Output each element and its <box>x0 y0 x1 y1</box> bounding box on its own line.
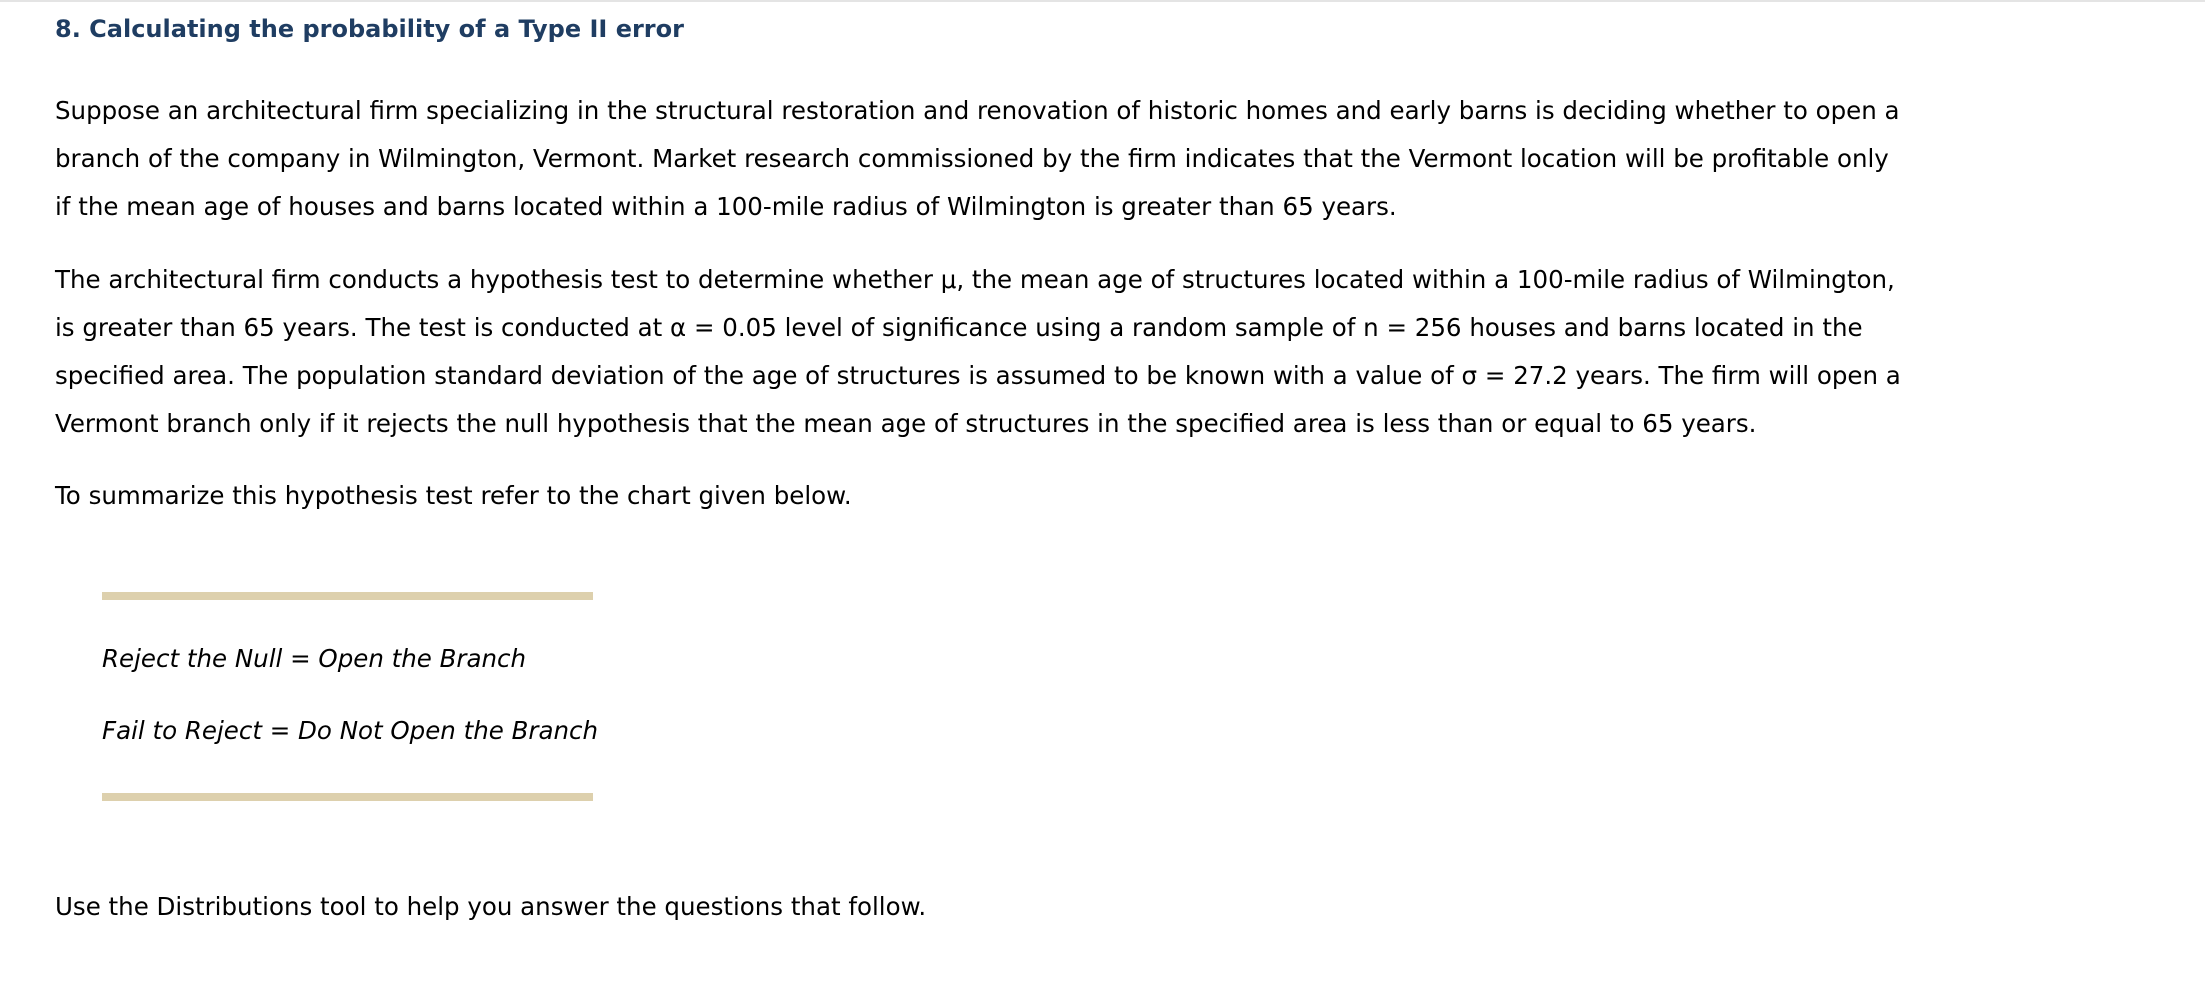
scenario-paragraph <box>55 87 1915 231</box>
top-divider <box>0 0 2205 2</box>
tool-instruction-paragraph <box>55 883 1915 931</box>
text-line: The architectural firm conducts a hypothesis test to determine whether μ, the mean age of structures located within a 100-mile radius of Wilmington, <box>55 265 1895 294</box>
text-line: branch of the company in Wilmington, Vermont. Market research commissioned by the firm indicates that the Vermont location will be profitable only <box>55 144 1889 173</box>
fail-to-reject-row: Fail to Reject = Do Not Open the Branch <box>102 716 599 745</box>
text-line: Vermont branch only if it rejects the null hypothesis that the mean age of structures in the specified area is less than or equal to 65 years. <box>55 409 1757 438</box>
text-line: is greater than 65 years. The test is conducted at α = 0.05 level of significance using a random sample of n = 256 houses and barns located in the <box>55 313 1863 342</box>
decision-summary-chart <box>102 592 599 801</box>
question-title: 8. Calculating the probability of a Type II error <box>55 15 684 43</box>
hypothesis-paragraph <box>55 256 1915 448</box>
chart-top-border <box>102 592 593 600</box>
summary-intro-paragraph <box>55 472 1915 520</box>
text-line: To summarize this hypothesis test refer to the chart given below. <box>55 481 852 510</box>
text-line: specified area. The population standard deviation of the age of structures is assumed to be known with a value of σ = 27.2 years. The firm will open a <box>55 361 1901 390</box>
text-line: if the mean age of houses and barns located within a 100-mile radius of Wilmington is greater than 65 years. <box>55 192 1397 221</box>
text-line: Use the Distributions tool to help you answer the questions that follow. <box>55 892 927 921</box>
reject-null-row: Reject the Null = Open the Branch <box>102 644 527 673</box>
chart-bottom-border <box>102 793 593 801</box>
text-line: Suppose an architectural firm specializing in the structural restoration and renovation of historic homes and early barns is deciding whether to open a <box>55 96 1900 125</box>
